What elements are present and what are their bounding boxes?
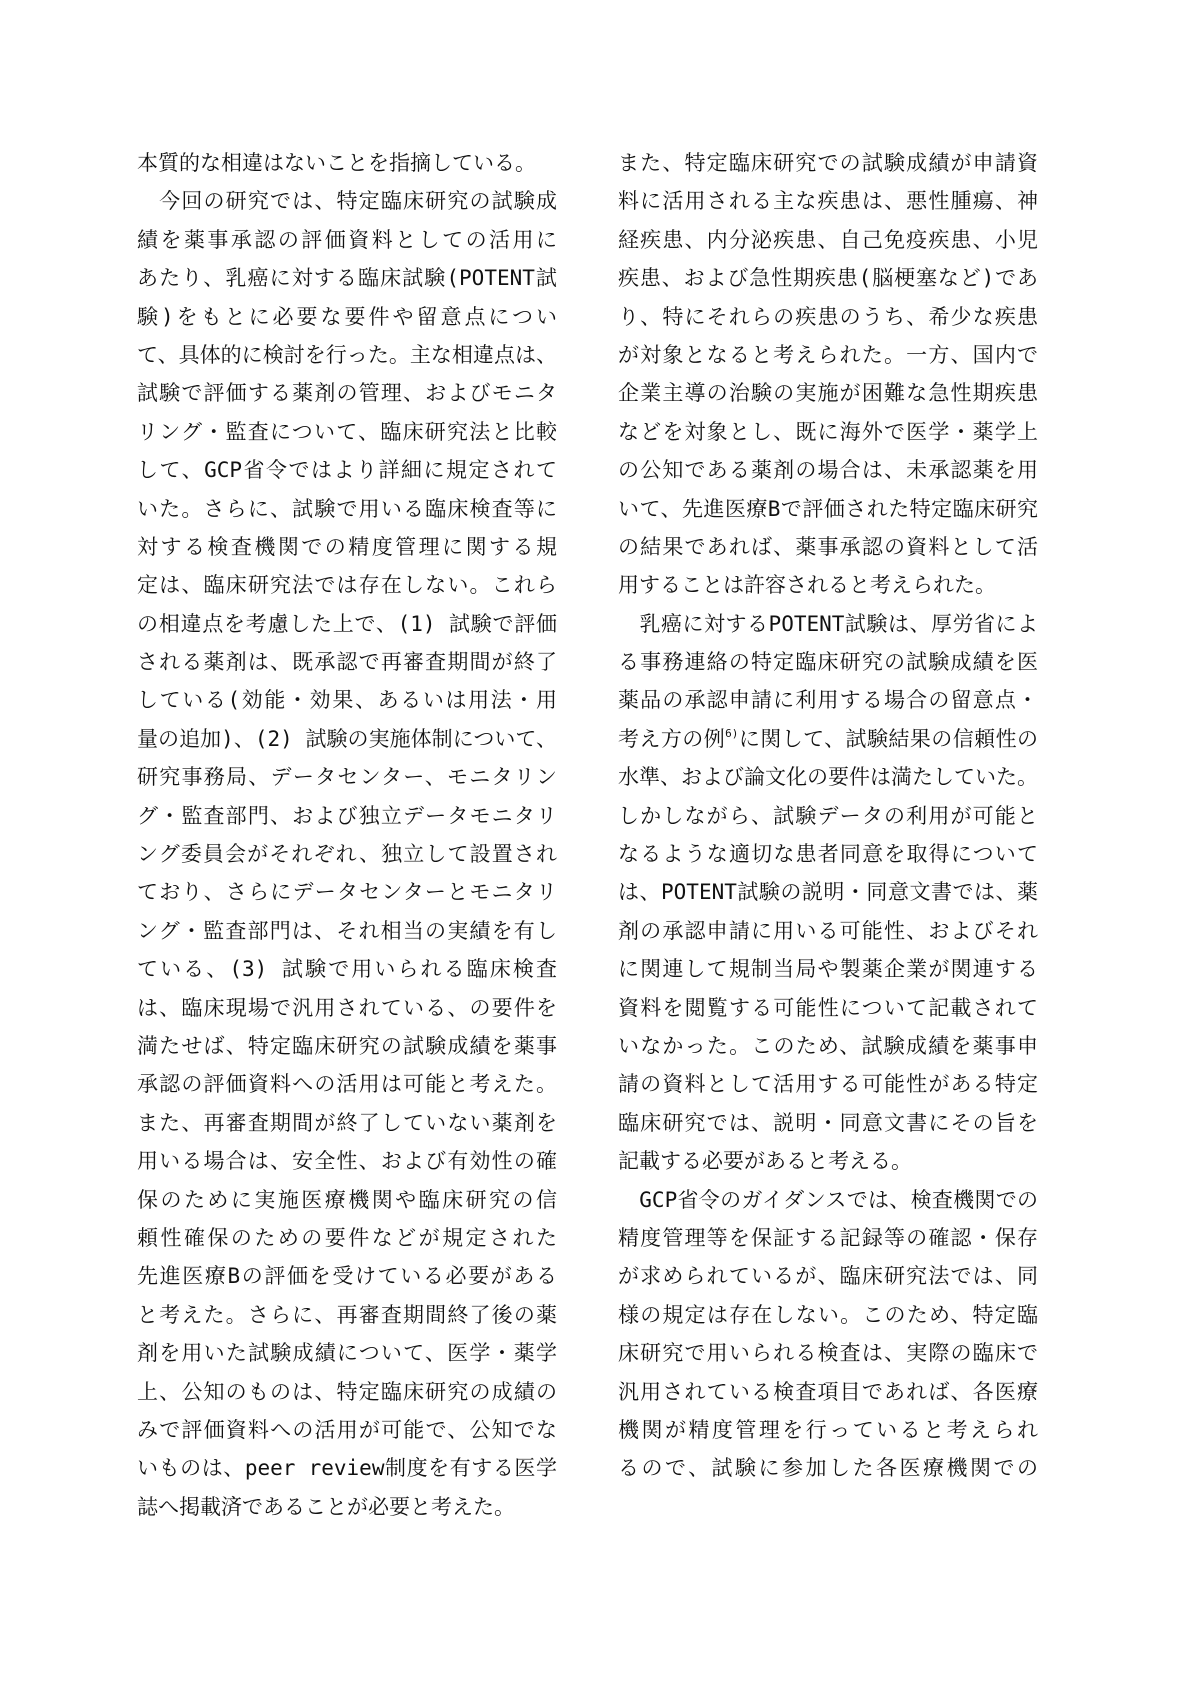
text-line: される薬剤は、既承認で再審査期間が終了 — [137, 650, 557, 675]
paragraph — [618, 605, 1038, 1181]
text-line: 承認の評価資料への活用は可能と考えた。 — [137, 1072, 557, 1097]
text-line: ており、さらにデータセンターとモニタリ — [137, 880, 557, 905]
text-line: 水準、および論文化の要件は満たしていた。 — [618, 765, 1038, 790]
text-line: 用いる場合は、安全性、および有効性の確 — [137, 1149, 557, 1174]
text-line: みで評価資料への活用が可能で、公知でな — [137, 1417, 557, 1442]
text-line: は、臨床現場で汎用されている、の要件を — [137, 995, 557, 1020]
text-line: 試験で評価する薬剤の管理、およびモニタ — [137, 381, 557, 406]
paragraph — [618, 144, 1038, 605]
text-line: 薬品の承認申請に利用する場合の留意点・ — [618, 688, 1038, 713]
text-line: 乳癌に対するPOTENT試験は、厚労省によ — [618, 611, 1038, 636]
text-line: リング・監査について、臨床研究法と比較 — [137, 419, 557, 444]
text-line: また、特定臨床研究での試験成績が申請資 — [618, 151, 1038, 175]
text-line: あたり、乳癌に対する臨床試験(POTENT試 — [137, 266, 557, 291]
text-line: が求められているが、臨床研究法では、同 — [618, 1264, 1038, 1289]
text-line: 対する検査機関での精度管理に関する規 — [137, 534, 557, 559]
text-line: いなかった。このため、試験成績を薬事申 — [618, 1033, 1038, 1058]
left-column — [137, 144, 557, 1526]
text-line: 資料を閲覧する可能性について記載されて — [618, 995, 1038, 1020]
text-line: GCP省令のガイダンスでは、検査機関での — [618, 1187, 1038, 1212]
paragraph — [137, 182, 557, 1526]
text-line: ている、(3) 試験で用いられる臨床検査 — [137, 957, 557, 982]
text-line: る事務連絡の特定臨床研究の試験成績を医 — [618, 650, 1038, 675]
paragraph — [618, 1181, 1038, 1488]
text-line: 先進医療Bの評価を受けている必要がある — [137, 1264, 557, 1289]
text-line: の結果であれば、薬事承認の資料として活 — [618, 534, 1038, 559]
text-line: グ・監査部門、および独立データモニタリ — [137, 803, 557, 828]
text-line: 保のために実施医療機関や臨床研究の信 — [137, 1187, 557, 1212]
text-line: の公知である薬剤の場合は、未承認薬を用 — [618, 458, 1038, 483]
text-line: 満たせば、特定臨床研究の試験成績を薬事 — [137, 1033, 557, 1058]
text-line: 疾患、および急性期疾患(脳梗塞など)であ — [618, 266, 1038, 291]
text-line: 企業主導の治験の実施が困難な急性期疾患 — [618, 381, 1038, 406]
text-line: 今回の研究では、特定臨床研究の試験成 — [137, 189, 557, 214]
text-line: いた。さらに、試験で用いる臨床検査等に — [137, 496, 557, 521]
text-line: 汎用されている検査項目であれば、各医療 — [618, 1379, 1038, 1404]
text-line: は、POTENT試験の説明・同意文書では、薬 — [618, 880, 1038, 905]
text-line: と考えた。さらに、再審査期間終了後の薬 — [137, 1302, 557, 1327]
text-line: また、再審査期間が終了していない薬剤を — [137, 1110, 557, 1135]
text-line: に関連して規制当局や製薬企業が関連する — [618, 957, 1038, 982]
text-line: 精度管理等を保証する記録等の確認・保存 — [618, 1225, 1038, 1250]
text-line: 本質的な相違はないことを指摘している。 — [137, 151, 536, 175]
text-line: 様の規定は存在しない。このため、特定臨 — [618, 1302, 1038, 1327]
text-line: なるような適切な患者同意を取得について — [618, 842, 1038, 867]
text-line: るので、試験に参加した各医療機関での — [618, 1456, 1038, 1481]
text-line: している(効能・効果、あるいは用法・用 — [137, 688, 557, 713]
text-line: 誌へ掲載済であることが必要と考えた。 — [137, 1494, 515, 1519]
text-line: 定は、臨床研究法では存在しない。これら — [137, 573, 557, 598]
citation-reference: 6) — [725, 726, 739, 740]
text-line: 上、公知のものは、特定臨床研究の成績の — [137, 1379, 557, 1404]
text-line: などを対象とし、既に海外で医学・薬学上 — [618, 419, 1038, 444]
text-line: 頼性確保のための要件などが規定された — [137, 1225, 557, 1250]
text-segment: に関して、試験結果の信頼性の — [738, 726, 1038, 751]
text-line: 臨床研究では、説明・同意文書にその旨を — [618, 1110, 1038, 1135]
text-line: 験)をもとに必要な要件や留意点につい — [137, 304, 557, 329]
text-line: の相違点を考慮した上で、(1) 試験で評価 — [137, 611, 557, 636]
text-line: 経疾患、内分泌疾患、自己免疫疾患、小児 — [618, 227, 1038, 252]
text-line: ング委員会がそれぞれ、独立して設置され — [137, 842, 557, 867]
text-line: り、特にそれらの疾患のうち、希少な疾患 — [618, 304, 1038, 329]
text-line — [618, 720, 1038, 758]
text-line: 床研究で用いられる検査は、実際の臨床で — [618, 1341, 1038, 1366]
text-line: いものは、peer review制度を有する医学 — [137, 1456, 557, 1481]
text-line: 剤を用いた試験成績について、医学・薬学 — [137, 1341, 557, 1366]
text-line: が対象となると考えられた。一方、国内で — [618, 342, 1038, 367]
text-line: 量の追加)、(2) 試験の実施体制について、 — [137, 726, 557, 751]
text-line: して、GCP省令ではより詳細に規定されて — [137, 458, 557, 483]
text-line: 績を薬事承認の評価資料としての活用に — [137, 227, 557, 252]
paragraph — [137, 144, 557, 182]
text-line: て、具体的に検討を行った。主な相違点は、 — [137, 342, 557, 367]
text-line: しかしながら、試験データの利用が可能と — [618, 803, 1038, 828]
text-segment: 考え方の例 — [618, 726, 726, 751]
text-line: 剤の承認申請に用いる可能性、およびそれ — [618, 918, 1038, 943]
text-line: 請の資料として活用する可能性がある特定 — [618, 1072, 1038, 1097]
text-line: 記載する必要があると考える。 — [618, 1149, 912, 1174]
text-line: 料に活用される主な疾患は、悪性腫瘍、神 — [618, 189, 1038, 214]
text-line: 用することは許容されると考えられた。 — [618, 573, 996, 598]
text-line: ング・監査部門は、それ相当の実績を有し — [137, 918, 557, 943]
text-line: いて、先進医療Bで評価された特定臨床研究 — [618, 496, 1038, 521]
text-line: 機関が精度管理を行っていると考えられ — [618, 1417, 1038, 1442]
text-line: 研究事務局、データセンター、モニタリン — [137, 765, 557, 790]
right-column — [618, 144, 1038, 1488]
